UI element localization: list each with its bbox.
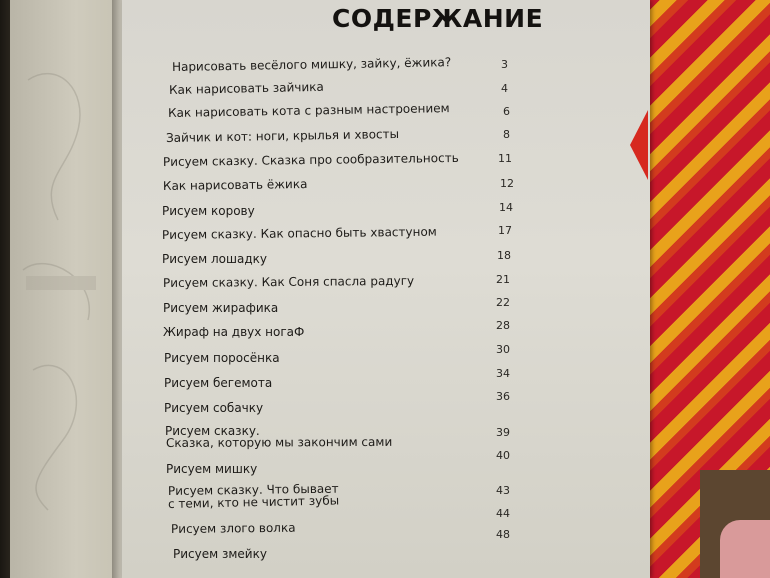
toc-entry-title: Рисуем корову — [162, 204, 255, 218]
toc-entry-title: Нарисовать весёлого мишку, зайку, ёжика? — [171, 55, 452, 74]
toc-page-number: 6 — [503, 105, 510, 118]
toc-entry-title: Как нарисовать ёжика — [162, 176, 308, 193]
toc-page-number: 44 — [496, 507, 510, 520]
toc-page-number: 18 — [497, 249, 511, 262]
toc-page-number: 39 — [496, 426, 510, 439]
toc-entry-title: Рисуем змейку — [173, 547, 267, 561]
toc-entry-title: Рисуем сказку. Что бывает — [167, 481, 339, 498]
toc-entry-title: Как нарисовать зайчика — [168, 79, 324, 97]
toc-entry-title: Зайчик и кот: ноги, крылья и хвосты — [165, 126, 400, 145]
toc-entry-title: Рисуем поросёнка — [164, 351, 280, 365]
toc-page-number: 4 — [501, 82, 508, 95]
toc-page-number: 3 — [501, 58, 508, 71]
toc-entry-title: Рисуем злого волка — [170, 520, 296, 536]
toc-entry-title: Рисуем сказку. Как опасно быть хвастуном — [161, 224, 437, 242]
toc-page-number: 36 — [496, 390, 510, 403]
toc-entry-title: Рисуем мишку — [166, 462, 258, 476]
toc-page-number: 8 — [503, 128, 510, 141]
toc-entry-title: Рисуем сказку. Сказка про сообразительность — [162, 150, 459, 169]
toc-page-number: 40 — [496, 449, 510, 462]
toc-page-number: 14 — [499, 201, 513, 214]
toc-page-number: 34 — [496, 367, 510, 380]
toc-entry-title: Рисуем сказку. — [165, 424, 260, 438]
toc-page-number: 17 — [498, 224, 512, 237]
toc-entry-title: Рисуем бегемота — [164, 376, 273, 390]
toc-entry-title: Рисуем сказку. Как Соня спасла радугу — [162, 273, 415, 290]
toc-entry-title: Как нарисовать кота с разным настроением — [167, 101, 450, 120]
toc-page-number: 48 — [496, 528, 510, 541]
left-page — [10, 0, 120, 578]
toc-entry-title: Сказка, которую мы закончим сами — [165, 434, 393, 450]
toc-page-number: 11 — [498, 152, 512, 165]
toc-entry-title: с теми, кто не чистит зубы — [167, 493, 340, 511]
toc-page-number: 22 — [496, 296, 510, 309]
toc-page-number: 30 — [496, 343, 510, 356]
toc-page-number: 43 — [496, 484, 510, 497]
toc-entry-title: Рисуем собачку — [164, 401, 264, 415]
toc-entry-title: Рисуем жирафика — [163, 301, 279, 315]
faded-sketch-illustration — [18, 40, 108, 520]
toc-entry-title: Жираф на двух ногаФ — [163, 325, 305, 339]
toc-entry-title: Рисуем лошадку — [162, 252, 267, 266]
toc-page-number: 21 — [496, 273, 510, 286]
pink-object-corner — [720, 520, 770, 578]
toc-page-number: 28 — [496, 319, 510, 332]
toc-page-number: 12 — [500, 177, 514, 190]
contents-title: СОДЕРЖАНИЕ — [332, 4, 544, 33]
